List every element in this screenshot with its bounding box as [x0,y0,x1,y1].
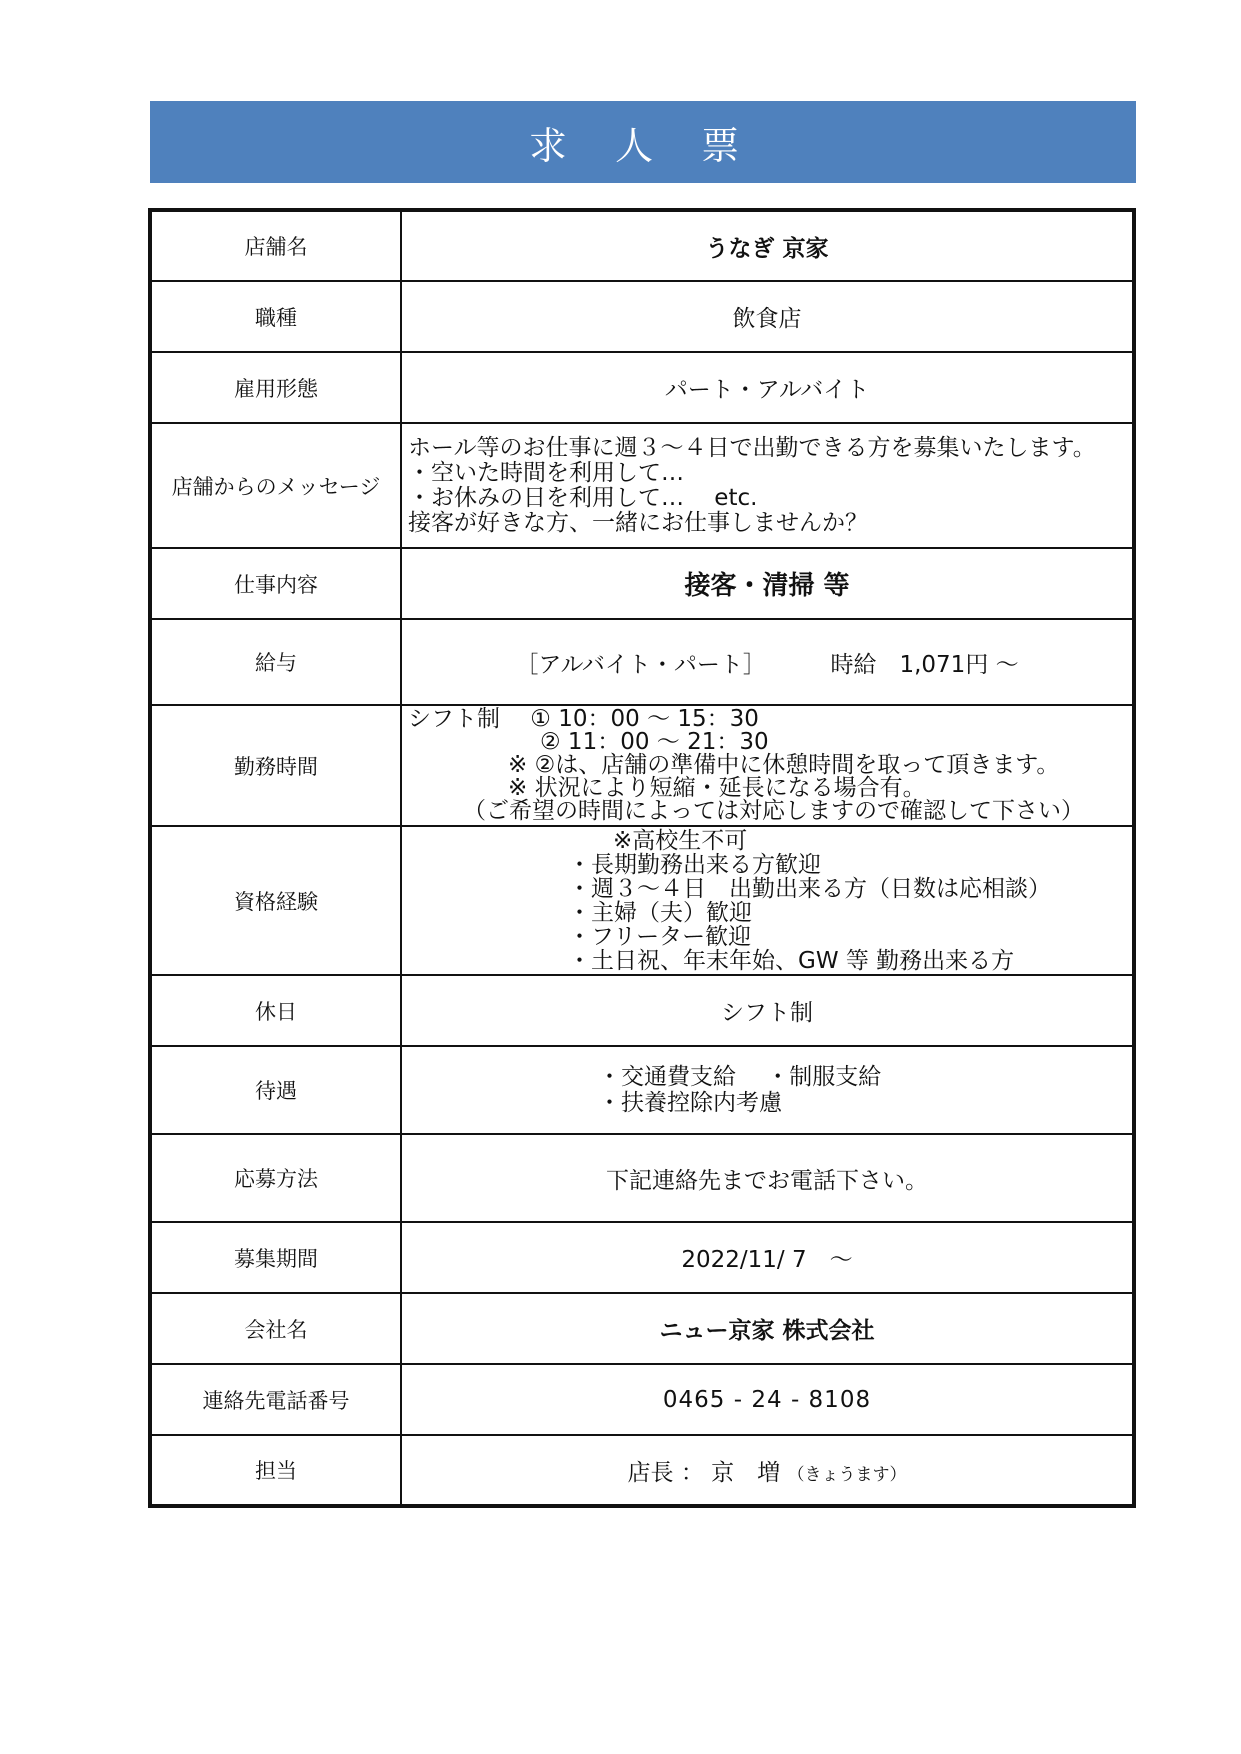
hours-line: ※ 状況により短縮・延長になる場合有。 [508,775,926,801]
salary-pay: 時給 1,071円 ～ [830,651,1019,678]
hours-value [401,705,1134,826]
work-content-value: 接客・清掃 等 [401,548,1134,619]
benefits-value [401,1046,1134,1134]
table-row [150,210,1134,281]
table-row [150,1046,1134,1134]
qualification-line: ・フリーター歓迎 [568,923,752,950]
employment-value: パート・アルバイト [401,352,1134,423]
salary-label: 給与 [150,619,401,705]
contact-reading: （きょうます） [787,1464,907,1485]
hours-line: シフト制 ① 10：00 ～ 15：30 [408,706,759,732]
hours-line: ② 11：00 ～ 21：30 [540,729,769,755]
qualification-line: ・主婦（夫）歓迎 [568,899,752,926]
work-content-label: 仕事内容 [150,548,401,619]
hours-line: ※ ②は、店舗の準備中に休憩時間を取って頂きます。 [508,752,1060,778]
message-line: 接客が好きな方、一緒にお仕事しませんか？ [408,509,868,536]
holiday-label: 休日 [150,975,401,1046]
hours-label: 勤務時間 [150,705,401,826]
qualification-line: ・土日祝、年末年始、GW 等 勤務出来る方 [568,947,1015,974]
message-value [401,423,1134,548]
message-line: ホール等のお仕事に週３～４日で出勤できる方を募集いたします。 [408,434,1096,461]
qualification-line: ※高校生不可 [613,827,748,854]
period-value: 2022/11/ 7 ～ [401,1222,1134,1293]
table-row [150,975,1134,1046]
benefits-line: ・交通費支給 ・制服支給 [598,1064,882,1090]
table-row [150,1293,1134,1364]
qualification-value [401,826,1134,975]
table-row [150,548,1134,619]
company-value: ニュー京家 株式会社 [401,1293,1134,1364]
qualification-line: ・週３～４日 出勤出来る方（日数は応相談） [568,875,1051,902]
message-line: ・空いた時間を利用して… [408,459,684,486]
table-row [150,705,1134,826]
job-listing-table [148,208,1136,1508]
employment-label: 雇用形態 [150,352,401,423]
job-type-label: 職種 [150,281,401,352]
benefits-label: 待遇 [150,1046,401,1134]
table-row [150,1364,1134,1435]
table-row [150,1222,1134,1293]
table-row [150,281,1134,352]
table-row [150,619,1134,705]
contact-value [401,1435,1134,1506]
apply-label: 応募方法 [150,1134,401,1222]
phone-value: 0465 - 24 - 8108 [401,1364,1134,1435]
apply-value: 下記連絡先までお電話下さい。 [401,1134,1134,1222]
salary-value [401,619,1134,705]
phone-label: 連絡先電話番号 [150,1364,401,1435]
store-name-label: 店舗名 [150,210,401,281]
message-line: ・お休みの日を利用して… etc. [408,484,758,511]
store-name-value: うなぎ 京家 [401,210,1134,281]
qualification-line: ・長期勤務出来る方歓迎 [568,851,821,878]
benefits-line: ・扶養控除内考慮 [598,1090,782,1116]
contact-name: 店長 ： 京 増 [627,1459,781,1486]
table-row [150,1134,1134,1222]
holiday-value: シフト制 [401,975,1134,1046]
company-label: 会社名 [150,1293,401,1364]
qualification-label: 資格経験 [150,826,401,975]
table-row [150,1435,1134,1506]
message-label: 店舗からのメッセージ [150,423,401,548]
salary-type: ［アルバイト・パート］ [515,651,766,678]
page-title-banner [150,101,1136,183]
contact-label: 担当 [150,1435,401,1506]
page-title: 求 人 票 [528,123,758,168]
table-row [150,352,1134,423]
job-type-value: 飲食店 [401,281,1134,352]
table-row [150,826,1134,975]
hours-line: （ご希望の時間によっては対応しますので確認して下さい） [463,798,1084,824]
table-row [150,423,1134,548]
period-label: 募集期間 [150,1222,401,1293]
